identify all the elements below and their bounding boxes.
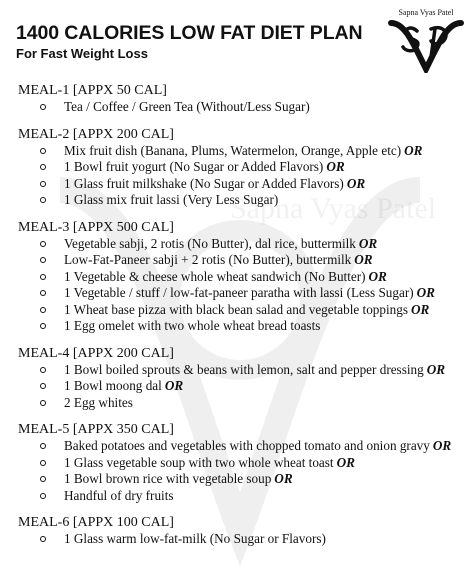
meal-heading: MEAL-5 [APPX 350 CAL] <box>18 422 174 437</box>
meal-heading: MEAL-3 [APPX 500 CAL] <box>18 219 174 235</box>
meal-item <box>18 159 466 176</box>
meal-item <box>18 252 466 269</box>
meal-item <box>18 438 466 455</box>
circle-bullet-icon <box>40 104 46 110</box>
meal-item-text: 1 Bowl boiled sprouts & beans with lemon, salt and pepper dressing <box>64 361 424 377</box>
meal-item <box>18 531 466 548</box>
circle-bullet-icon <box>40 460 46 466</box>
meal-item <box>18 269 466 286</box>
meal-item-text: 1 Glass warm low-fat-milk (No Sugar or Flavors) <box>64 531 326 546</box>
or-label: OR <box>326 159 345 174</box>
circle-bullet-icon <box>40 476 46 482</box>
or-label: OR <box>274 471 293 486</box>
meal-item-list <box>18 99 466 116</box>
circle-bullet-icon <box>40 536 46 542</box>
circle-bullet-icon <box>40 383 46 389</box>
circle-bullet-icon <box>40 257 46 263</box>
or-label: OR <box>358 235 378 251</box>
circle-bullet-icon <box>40 443 46 449</box>
meal-item-text: 1 Glass vegetable soup with two whole wheat toast <box>64 454 334 470</box>
circle-bullet-icon <box>40 307 46 313</box>
meal-heading: MEAL-2 [APPX 200 CAL] <box>18 126 174 142</box>
or-label: OR <box>164 378 184 393</box>
circle-bullet-icon <box>40 400 46 406</box>
meal-item-list <box>18 362 466 412</box>
meal-item-text: Mix fruit dish (Banana, Plums, Watermelon, Orange, Apple etc) <box>64 142 402 158</box>
meal-item-text: 1 Vegetable & cheese whole wheat sandwich (No Butter) <box>64 268 366 284</box>
or-label: OR <box>426 361 446 377</box>
document-header <box>16 22 376 62</box>
meal-item-list <box>18 143 466 209</box>
meal-item <box>18 176 466 193</box>
circle-bullet-icon <box>40 274 46 280</box>
meal-item-text: Handful of dry fruits <box>64 487 174 503</box>
meal-item-list <box>18 438 466 504</box>
or-label: OR <box>346 175 366 191</box>
meal-item-text: 1 Bowl brown rice with vegetable soup <box>64 471 272 486</box>
meal-item-text: 1 Vegetable / stuff / low-fat-paneer paratha with lassi (Less Sugar) <box>64 285 414 300</box>
meal-section <box>18 219 466 335</box>
or-label: OR <box>410 301 430 317</box>
watermark-text: Sapna Vyas Patel <box>230 192 437 225</box>
meal-item <box>18 99 466 116</box>
meal-item <box>18 455 466 472</box>
meal-item <box>18 143 466 160</box>
meal-section <box>18 82 466 116</box>
sv-monogram-logo <box>387 17 465 73</box>
meal-item-text: Vegetable sabji, 2 rotis (No Butter), dal rice, buttermilk <box>64 235 356 251</box>
circle-bullet-icon <box>40 323 46 329</box>
page-title: 1400 CALORIES LOW FAT DIET PLAN <box>16 22 363 44</box>
meal-heading: MEAL-6 [APPX 100 CAL] <box>18 515 174 530</box>
meal-item-text: 1 Wheat base pizza with black bean salad and vegetable toppings <box>64 301 408 317</box>
meal-item <box>18 395 466 412</box>
page-subtitle: For Fast Weight Loss <box>16 46 148 61</box>
circle-bullet-icon <box>40 181 46 187</box>
logo-name: Sapna Vyas Patel <box>398 8 454 17</box>
brand-logo <box>386 6 466 78</box>
meal-plan <box>18 82 466 558</box>
meal-item <box>18 318 466 335</box>
circle-bullet-icon <box>40 493 46 499</box>
meal-item-text: Tea / Coffee / Green Tea (Without/Less Sugar) <box>64 99 310 114</box>
meal-item-list <box>18 531 466 548</box>
or-label: OR <box>354 252 373 267</box>
circle-bullet-icon <box>40 367 46 373</box>
meal-item <box>18 192 466 209</box>
meal-item-text: 1 Bowl moong dal <box>64 378 162 393</box>
circle-bullet-icon <box>40 164 46 170</box>
meal-item <box>18 488 466 505</box>
meal-heading: MEAL-1 [APPX 50 CAL] <box>18 83 167 98</box>
or-label: OR <box>368 268 387 284</box>
circle-bullet-icon <box>40 241 46 247</box>
meal-section <box>18 345 466 412</box>
meal-item-text: Low-Fat-Paneer sabji + 2 rotis (No Butter), buttermilk <box>64 252 352 267</box>
meal-item-text: 1 Glass fruit milkshake (No Sugar or Added Flavors) <box>64 175 344 191</box>
meal-item-text: 2 Egg whites <box>64 394 133 410</box>
meal-item <box>18 378 466 395</box>
meal-item-list <box>18 236 466 335</box>
meal-item-text: Baked potatoes and vegetables with chopped tomato and onion gravy <box>64 438 430 453</box>
circle-bullet-icon <box>40 197 46 203</box>
or-label: OR <box>336 454 355 470</box>
meal-heading: MEAL-4 [APPX 200 CAL] <box>18 345 174 361</box>
circle-bullet-icon <box>40 290 46 296</box>
meal-item <box>18 362 466 379</box>
meal-item <box>18 236 466 253</box>
or-label: OR <box>432 438 452 453</box>
meal-item <box>18 285 466 302</box>
meal-item-text: 1 Egg omelet with two whole wheat bread toasts <box>64 318 321 333</box>
meal-item <box>18 302 466 319</box>
meal-section <box>18 126 466 209</box>
meal-item-text: 1 Glass mix fruit lassi (Very Less Sugar) <box>64 192 279 207</box>
meal-section <box>18 421 466 504</box>
or-label: OR <box>404 142 423 158</box>
meal-item-text: 1 Bowl fruit yogurt (No Sugar or Added Flavors) <box>64 159 324 174</box>
or-label: OR <box>416 285 435 300</box>
meal-item <box>18 471 466 488</box>
circle-bullet-icon <box>40 148 46 154</box>
meal-section <box>18 514 466 548</box>
